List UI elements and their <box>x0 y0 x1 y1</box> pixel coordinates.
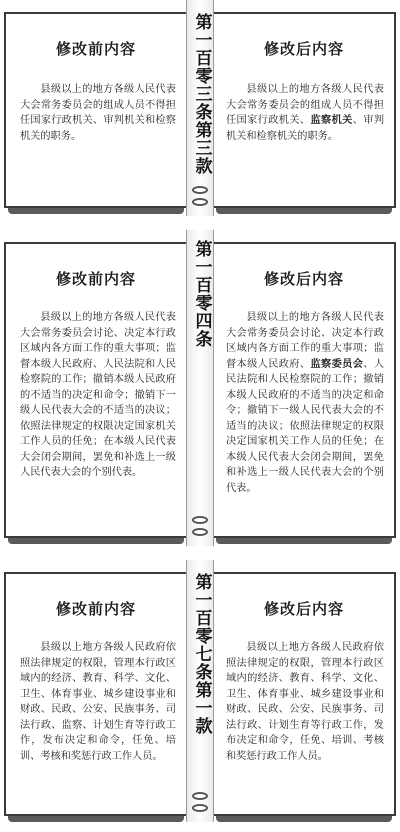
page-edge-left <box>8 816 184 822</box>
before-heading: 修改前内容 <box>55 600 136 618</box>
article-spine <box>186 560 214 822</box>
after-text: 县级以上的地方各级人民代表大会常务委员会讨论、决定本行政区域内各方面工作的重大事项；监督本级人民政府、监察委员会、人民法院和人民检察院的工作；撤销本级人民政府的不适当的决定和命令；撤销下一级人民代表大会的不适当的决议；依照法律规定的权限决定国家机关工作人员的任免；在本级人民代表大会闭会期间，罢免和补选上一级人民代表大会的个别代表。 <box>226 312 385 494</box>
after-page <box>214 242 396 538</box>
article-number: 第一百零七条第一款 <box>191 573 212 735</box>
highlight-added: 监察机关 <box>310 115 353 126</box>
after-text: 县级以上地方各级人民政府依照法律规定的权限，管理本行政区域内的经济、教育、科学、文化、卫生、体育事业、城乡建设事业和财政、民政、公安、民族事务、司法行政、计划生育等行政工作，发布决定和命令，任免、培训、考核和奖惩行政工作人员。 <box>226 642 384 762</box>
article-spine <box>186 0 214 216</box>
article-spine <box>186 230 214 546</box>
binding-ring <box>192 528 208 536</box>
after-heading: 修改后内容 <box>263 270 344 288</box>
after-page <box>214 12 396 208</box>
page-edge-right <box>216 538 392 544</box>
article-number: 第一百零三条第三款 <box>191 13 212 175</box>
page-edge-left <box>8 538 184 544</box>
before-page <box>4 242 186 538</box>
binding-ring <box>192 804 208 812</box>
before-text: 县级以上的地方各级人民代表大会常务委员会的组成人员不得担任国家行政机关、审判机关和检察机关的职务。 <box>20 84 176 142</box>
binding-ring <box>192 198 208 206</box>
before-heading: 修改前内容 <box>55 270 136 288</box>
after-heading: 修改后内容 <box>263 600 344 618</box>
before-text: 县级以上地方各级人民政府依照法律规定的权限，管理本行政区域内的经济、教育、科学、文化、卫生、体育事业、城乡建设事业和财政、民政、公安、民族事务、司法行政、监察、计划生育等行政工作，发布决定和命令，任免、培训、考核和奖惩行政工作人员。 <box>20 642 176 762</box>
amendment-section-1 <box>0 0 400 222</box>
page-edge-right <box>216 208 392 214</box>
before-heading: 修改前内容 <box>55 40 136 58</box>
before-page <box>4 12 186 208</box>
amendment-section-2 <box>0 230 400 550</box>
highlight-added: 监察委员会 <box>310 358 364 370</box>
article-number: 第一百零四条 <box>191 240 212 348</box>
after-heading: 修改后内容 <box>263 40 344 58</box>
binding-ring <box>192 186 208 194</box>
page-edge-right <box>216 816 392 822</box>
binding-ring <box>192 792 208 800</box>
before-page <box>4 572 186 816</box>
binding-ring <box>192 516 208 524</box>
page-edge-left <box>8 208 184 214</box>
before-text: 县级以上的地方各级人民代表大会常务委员会讨论、决定本行政区域内各方面工作的重大事项；监督本级人民政府、人民法院和人民检察院的工作；撤销本级人民政府的不适当的决定和命令；撤销下一级人民代表大会的不适当的决议；依照法律规定的权限决定国家机关工作人员的任免；在本级人民代表大会闭会期间，罢免和补选上一级人民代表大会的个别代表。 <box>20 312 176 478</box>
after-page <box>214 572 396 816</box>
after-text: 县级以上的地方各级人民代表大会常务委员会的组成人员不得担任国家行政机关、监察机关、审判机关和检察机关的职务。 <box>226 84 385 142</box>
amendment-section-3 <box>0 560 400 832</box>
